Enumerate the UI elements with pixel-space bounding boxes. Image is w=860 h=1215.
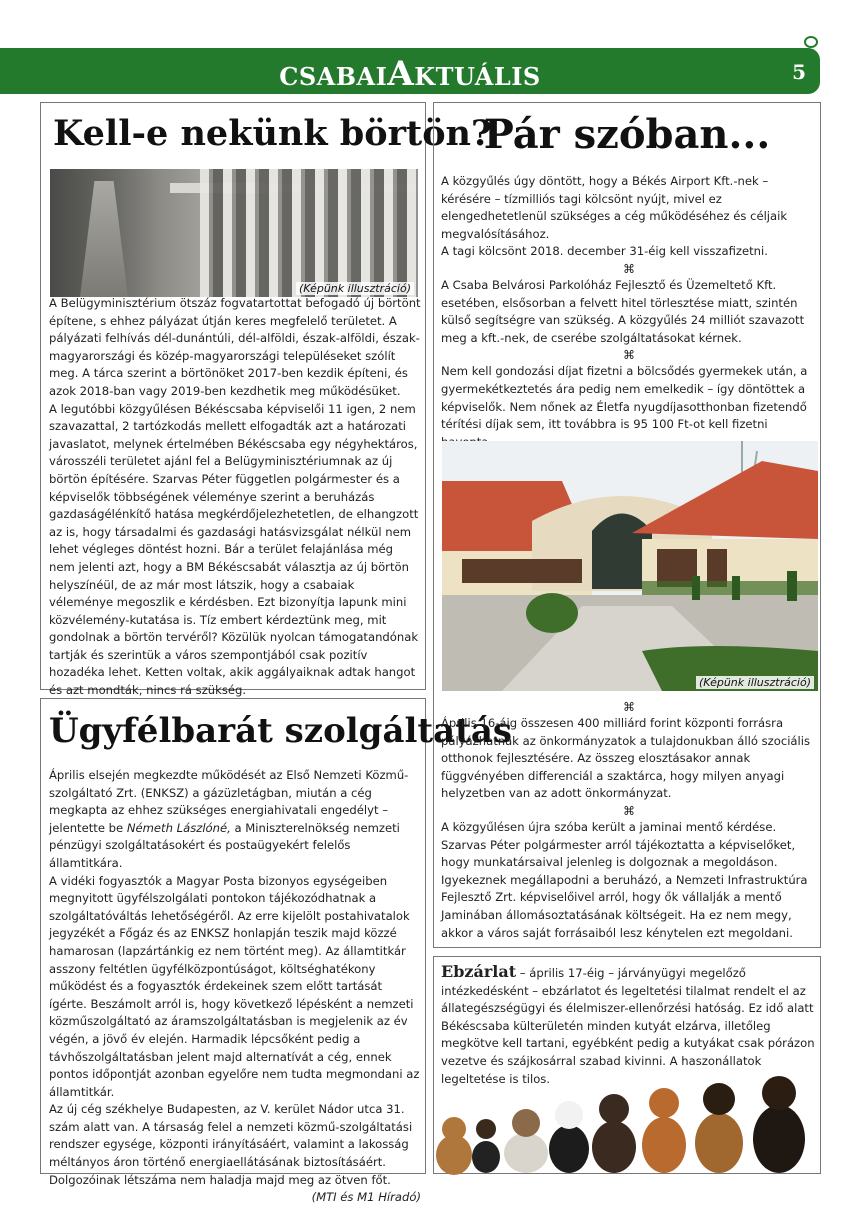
article-brief	[433, 102, 821, 948]
brief-items-top	[441, 173, 817, 451]
article-dog-ban	[433, 956, 821, 1174]
article-service-headline: Ügyfélbarát szolgáltatás	[49, 711, 513, 751]
newspaper-title: CSABAIAKTUÁLIS	[279, 54, 541, 94]
page-number: 5	[792, 60, 806, 84]
brief-item: Nem kell gondozási díjat fizetni a bölcsődés gyermekek után, a gyermekétkeztetés ára pedig nem emelkedik – így döntöttek a képviselők. Nem nőnek az Életfa nyugdíjasotthonban fizetendő térítési díjak sem, itt továbbra is 95 100 Ft-ot kell fizetni	[441, 364, 808, 432]
article-service-body	[49, 767, 421, 1207]
paragraph: A Belügyminisztérium ötszáz fogvatartottat befogadó új börtönt építene, s ehhez pályázat útján keres megfelelő területet. A pályázati felhívás dél-dunántúli, dél-alföldi, észak-alföldi, észak-magyarországi és közép-magyarországi településeket szólít meg. A tárca szerint a börtönöket 2017-ben kezdik építeni, és azok 2018-ban vagy 2019-ben kezdhetik meg működésüket.	[49, 296, 421, 398]
article-prison-body	[49, 295, 421, 700]
person-name: Németh Lászlóné,	[126, 820, 231, 835]
separator-icon: ⌘	[623, 348, 635, 363]
separator-icon: ⌘	[623, 261, 635, 276]
separator-icon: ⌘	[623, 803, 635, 818]
paragraph: Április elsején megkezdte működését az Első Nemzeti Közmű-szolgáltató Zrt. (ENKSZ) a gázüzletágban, miután a cég megkapta az ehhez szükséges energiahivatali engedélyt – jelentette be Németh Lászlóné, a Miniszterelnökség nemzeti pénzügyi szolgáltatásokért és postaügyekért felelős államtitkára.	[49, 768, 409, 870]
separator-icon: ⌘	[623, 700, 635, 714]
article-source: (MTI és M1 Híradó)	[311, 1190, 421, 1205]
article-prison	[40, 102, 492, 698]
paragraph: Ebzárlat – április 17-éig – járványügyi megelőző intézkedésként – ebzárlatot és legeltetési tilalmat rendelt el az állategészségügyi és élelmiszer-ellenőrzési hatóság. Ez idő alatt Békéscsaba külterületén minden kutyát elzárva, illetőleg megkötve kell tartani, egyébként pedig a kutyákat csak pórázon vezetve és szájkosárral szabad kivinni. A haszonállatok legeltetése is tilos.	[441, 962, 815, 1086]
brief-items-bottom	[441, 699, 817, 942]
dogs-illustration	[434, 1067, 822, 1175]
paragraph: Az új cég székhelye Budapesten, az V. kerület Nádor utca 31. szám alatt van. A társaság felel a nemzeti közmű-szolgáltatási rendszer egysége, központi irányításáért, valamint a lakosság méltányos áron történő energiaellátásának biztosításáért. Dolgozóinak létszáma nem haladja majd meg az ötven főt.	[49, 1102, 413, 1187]
article-brief-headline: Pár szóban...	[483, 111, 771, 158]
brief-item: Április 16-áig összesen 400 milliárd forint központi forrásra pályázhatnak az önkormányzatok a tulajdonukban álló szociális otthonok fejlesztésére. Az összeg elosztásakor annak függvényében differenciál a szaktárca, hogy milyen anyagi helyzetben van az adott önkormányzat.	[441, 716, 811, 801]
brief-item: A tagi kölcsönt 2018. december 31-éig kell visszafizetni.	[441, 244, 768, 259]
masthead-ornament-icon	[804, 36, 818, 48]
brief-item: A Csaba Belvárosi Parkolóház Fejlesztő és Üzemeltető Kft. esetében, elsősorban a felvett hitel törlesztése miatt, szintén külső segítségre van szükség. A közgyűlés 24 milliót szavazott meg a kft.-nek, de cserébe szolgáltatásokat kérnek.	[441, 277, 805, 345]
nursing-home-photo	[442, 441, 818, 691]
paragraph: A legutóbbi közgyűlésen Békéscsaba képviselői 11 igen, 2 nem szavazattal, 2 tartózkodás mellett elfogadták azt a határozati javaslatot, melynek értelmében Békéscsaba egy négyhektáros, városszéli területet ajánl fel a Belügyminisztériumnak az új börtön építésére. Szarvas Péter független polgármester és a képviselők többségének véleménye szerint a beruházás gazdaságélénkítő hatása megkérdőjelezhetetlen, de elhangzott az is, hogy társadalmi és gazdasági hatásvizsgálat nélkül nem lehet végleges döntést hozni. Bár a terület felajánlása még nem jelenti azt, hogy a BM Békéscsabát választja az új börtön helyszínéül, de az már most látszik, hogy a csabaiak véleménye megoszlik e kérdésben. Ezt bizonyítja lapunk mini közvélemény-kutatása is. Tíz embert kérdeztünk meg, mit gondolnak a börtön tervéről? Közülük nyolcan támogatandónak tartják és szerintük a város szempontjából csak pozitív hozadéka lehet. Ketten voltak, akik aggályaiknak adtak hangot és azt mondták, nincs rá szükség.	[49, 401, 419, 698]
paragraph: A vidéki fogyasztók a Magyar Posta bizonyos egységeiben megnyitott ügyfélszolgálati pontokon tájékozódhatnak a szolgáltatóváltás lehetőségéről. Az erre kijelölt postahivatalok jegyzékét a Főgáz és az ENKSZ honlapján teszik majd közzé hamarosan (lapzártánkig ez nem történt meg). Az államtitkár asszony feltétlen ügyfélközpontúságot, költséghatékony működést és a fogyasztók érdekeinek szem előtt tartását ígérte. Beszámolt arról is, hogy következő lépésként a nemzeti közműszolgáltató az áramszolgáltatásban is megjelenik az év végén, a jövő év elején. Harmadik lépcsőként pedig a távhőszolgáltatásban jelent majd alternatívát a cég, ennek pontos időpontját azonban egyelőre nem tudta megmondani az államtitkár.	[49, 873, 420, 1099]
article-prison-headline: Kell-e nekünk börtön?	[53, 113, 492, 154]
brief-item: A közgyűlés úgy döntött, hogy a Békés Airport Kft.-nek – kérésére – tízmilliós tagi kölcsönt nyújt, mivel ez elengedhetetlenül szükséges a cég működéséhez és céljaik megvalósításához.	[441, 174, 788, 241]
brief-item: A közgyűlésen újra szóba került a jaminai mentő kérdése. Szarvas Péter polgármester arról tájékoztatta a képviselőket, hogy munkatársaival jelenleg is dolgoznak a megoldáson. Igyekeznek megállapodni a beruházó, a Nemzeti Infrastruktúra Fejlesztő Zrt. képviselőivel arról, hogy ők vállalják a mentő Jaminában állomásoztatásának költségeit. Ha ez nem megy, akkor a város saját forrásaiból lesz kénytelen ezt megoldani.	[441, 819, 808, 940]
masthead	[0, 48, 820, 94]
nursing-home-photo-caption: (Képünk illusztráció)	[696, 676, 814, 689]
prison-corridor-photo	[50, 169, 418, 297]
prison-photo-caption: (Képünk illusztráció)	[296, 282, 414, 295]
article-dog-ban-lead: Ebzárlat	[441, 962, 517, 981]
